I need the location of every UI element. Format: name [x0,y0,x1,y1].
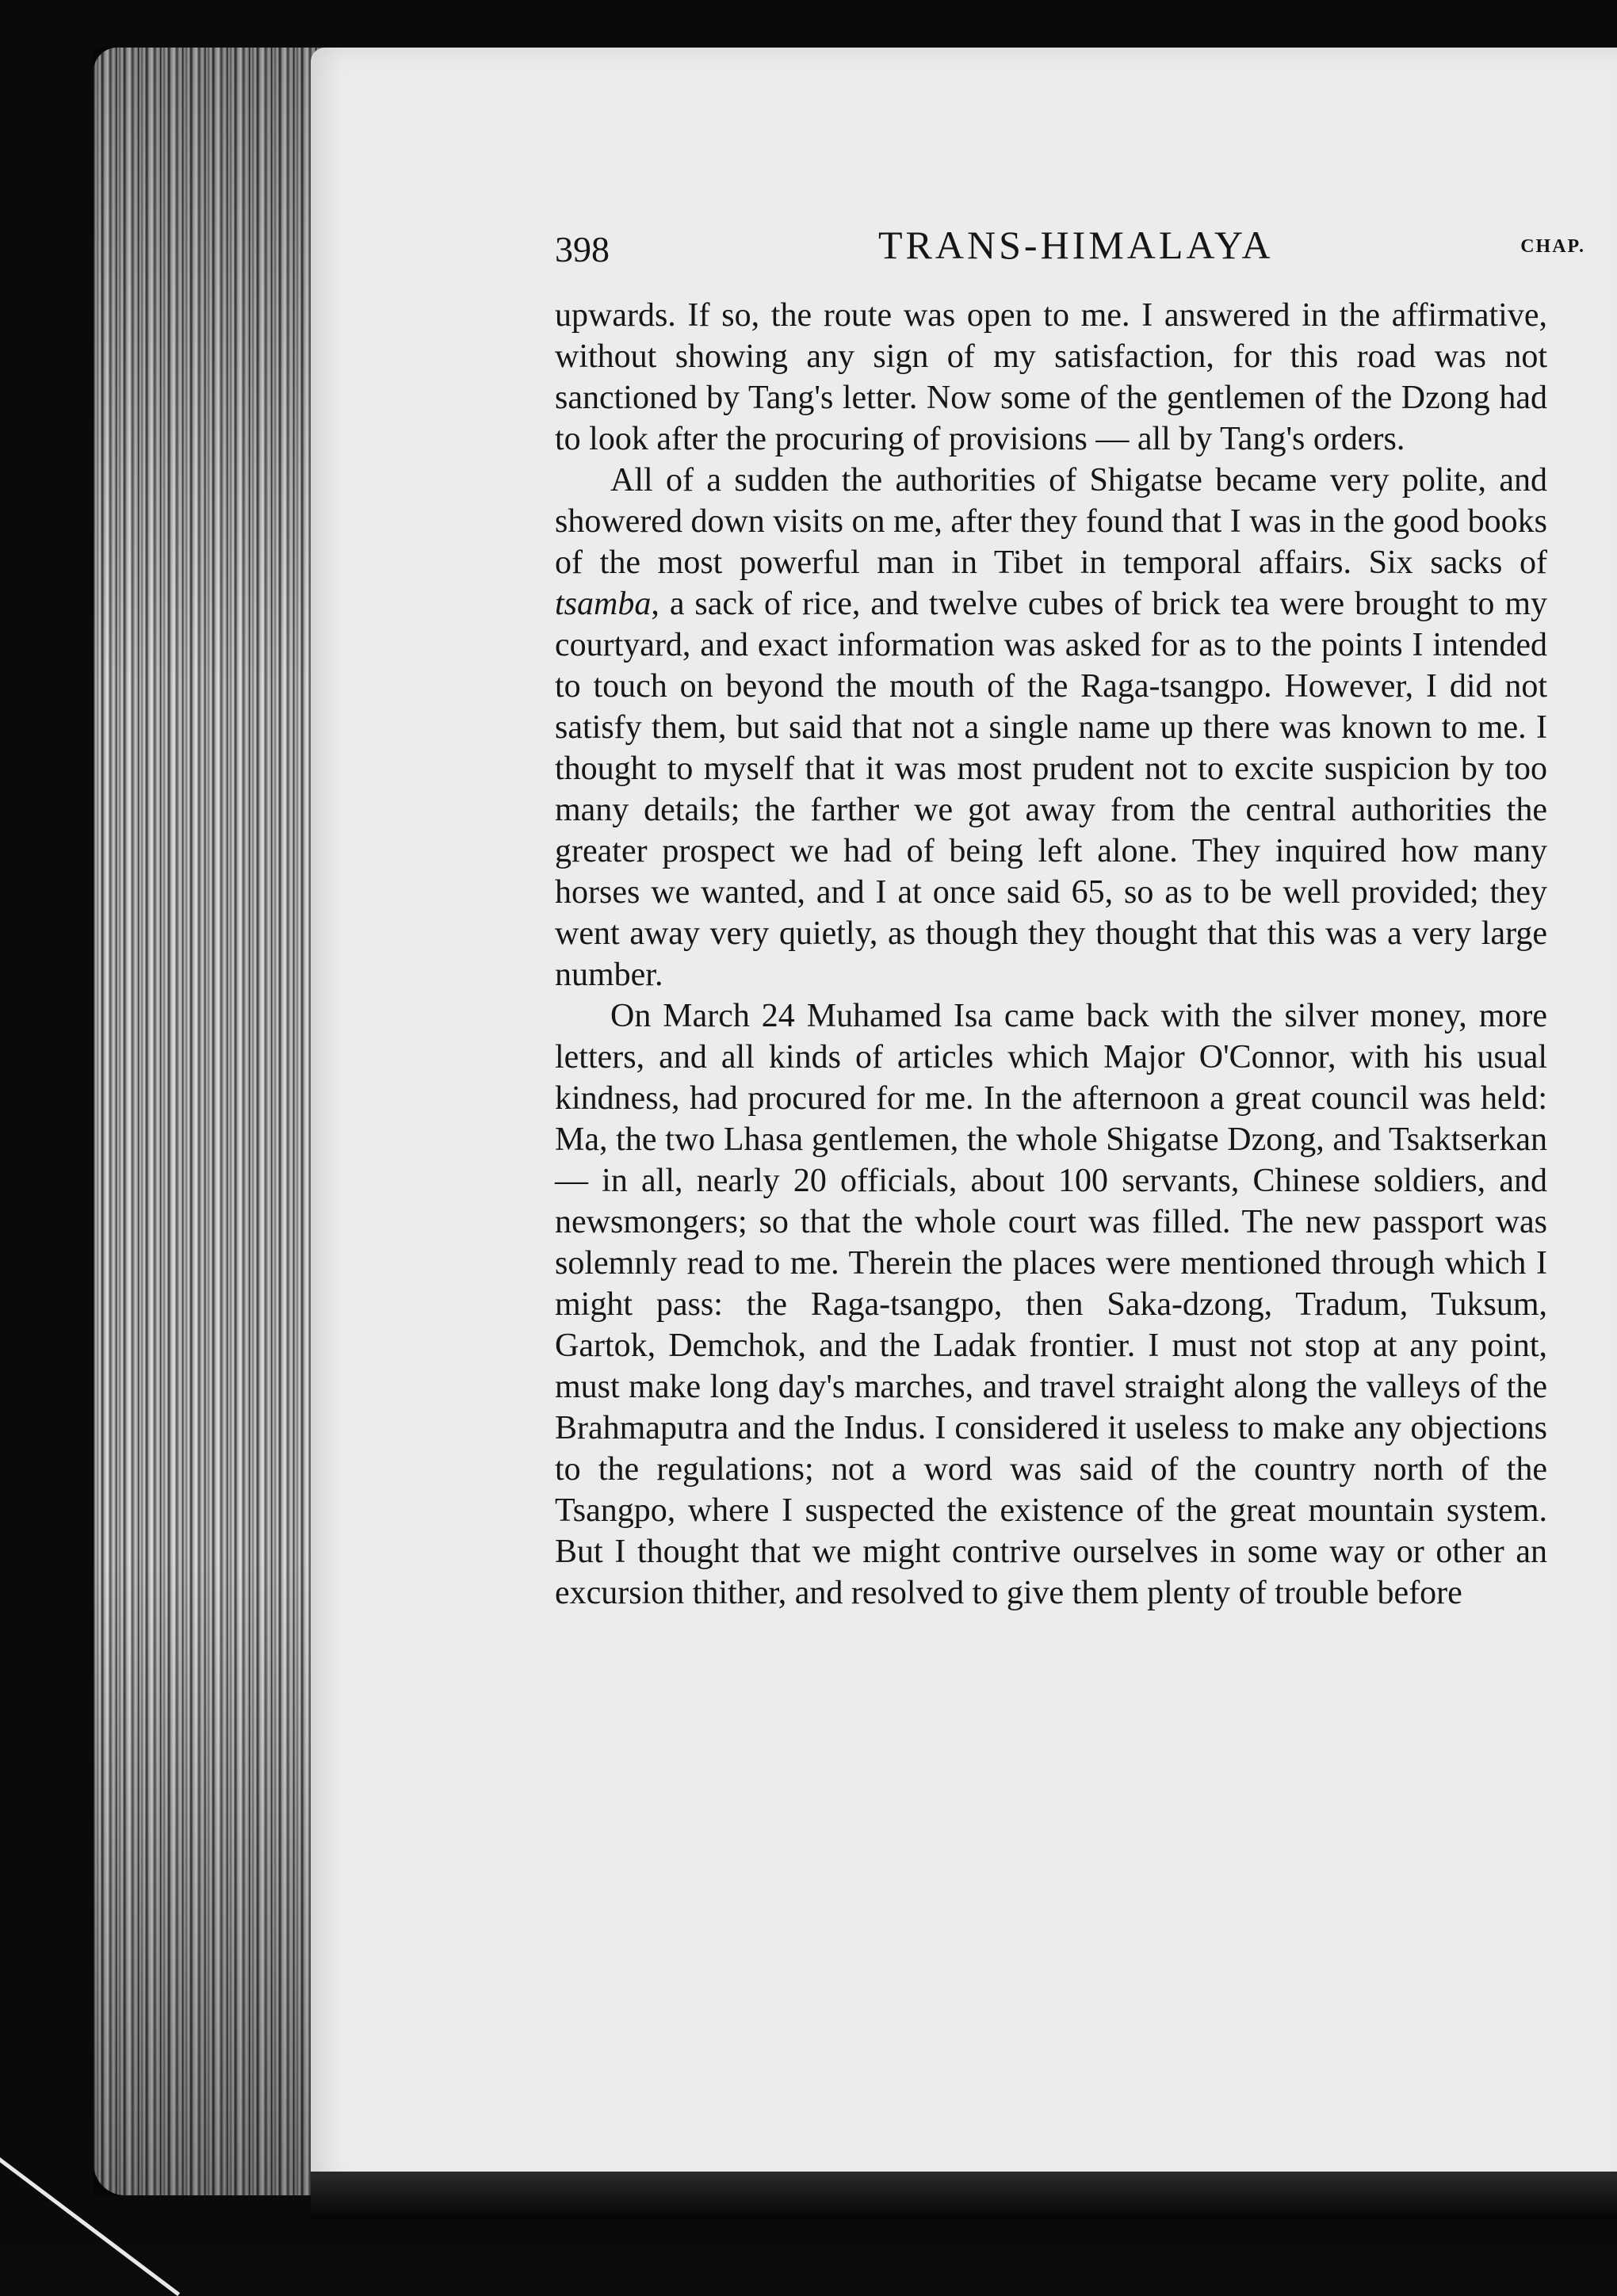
page-bottom-shadow [311,2172,1617,2219]
paragraph-shigatse-part-2: , a sack of rice, and twelve cubes of brick tea were brought to my courtyard, and exact information was asked for as to the points I intended to touch on beyond the mouth of the Raga-tsangpo. However, I did not satisfy them, but said that not a single name up there was known to me. I thought to myself that it was most prudent not to excite suspicion by too many details; the farther we got away from the central authorities the greater prospect we had of being left alone. They inquired how many horses we wanted, and I at once said 65, so as to be well provided; they went away very quietly, as though they thought that this was a very large number. [555,586,1547,993]
tsamba-term: tsamba [555,586,652,622]
paragraph-march-24: On March 24 Muhamed Isa came back with the silver money, more letters, and all kinds of articles which Major O'Connor, with his usual kindness, had procured for me. In the afternoon a great council was held: Ma, the two Lhasa gentlemen, the whole Shigatse Dzong, and Tsaktserkan — in all, nearly 20 officials, about 100 servants, Chinese soldiers, and newsmongers; so that the whole court was filled. The new passport was solemnly read to me. Therein the places were mentioned through which I might pass: the Raga-tsangpo, then Saka-dzong, Tradum, Tuksum, Gartok, Demchok, and the Ladak frontier. I must not stop at any point, must make long day's marches, and travel straight along the valleys of the Brahmaputra and the Indus. I considered it useless to make any objections to the regulations; not a word was said of the country north of the Tsangpo, where I suspected the existence of the great mountain system. But I thought that we might contrive ourselves in some way or other an excursion thither, and resolved to give them plenty of trouble before [555,998,1547,1611]
page-header [555,222,1585,277]
paragraph-shigatse-part-1: All of a sudden the authorities of Shigatse became very polite, and showered down visits on me, after they found that I was in the good books of the most powerful man in Tibet in temporal affairs. Six sacks of [555,462,1547,581]
page-number: 398 [555,229,610,269]
running-head: TRANS-HIMALAYA [878,223,1274,267]
paragraph-continuation: upwards. If so, the route was open to me. I answered in the affirmative, without showing any sign of my satisfaction, for this road was not sanctioned by Tang's letter. Now some of the gentlemen of the Dzong had to look after the procuring of provisions — all by Tang's orders. [555,297,1547,457]
chapter-label: CHAP. [1520,236,1585,257]
book-page-edges [94,48,331,2195]
paragraph-shigatse [555,460,1547,995]
body-text [555,295,1547,1614]
